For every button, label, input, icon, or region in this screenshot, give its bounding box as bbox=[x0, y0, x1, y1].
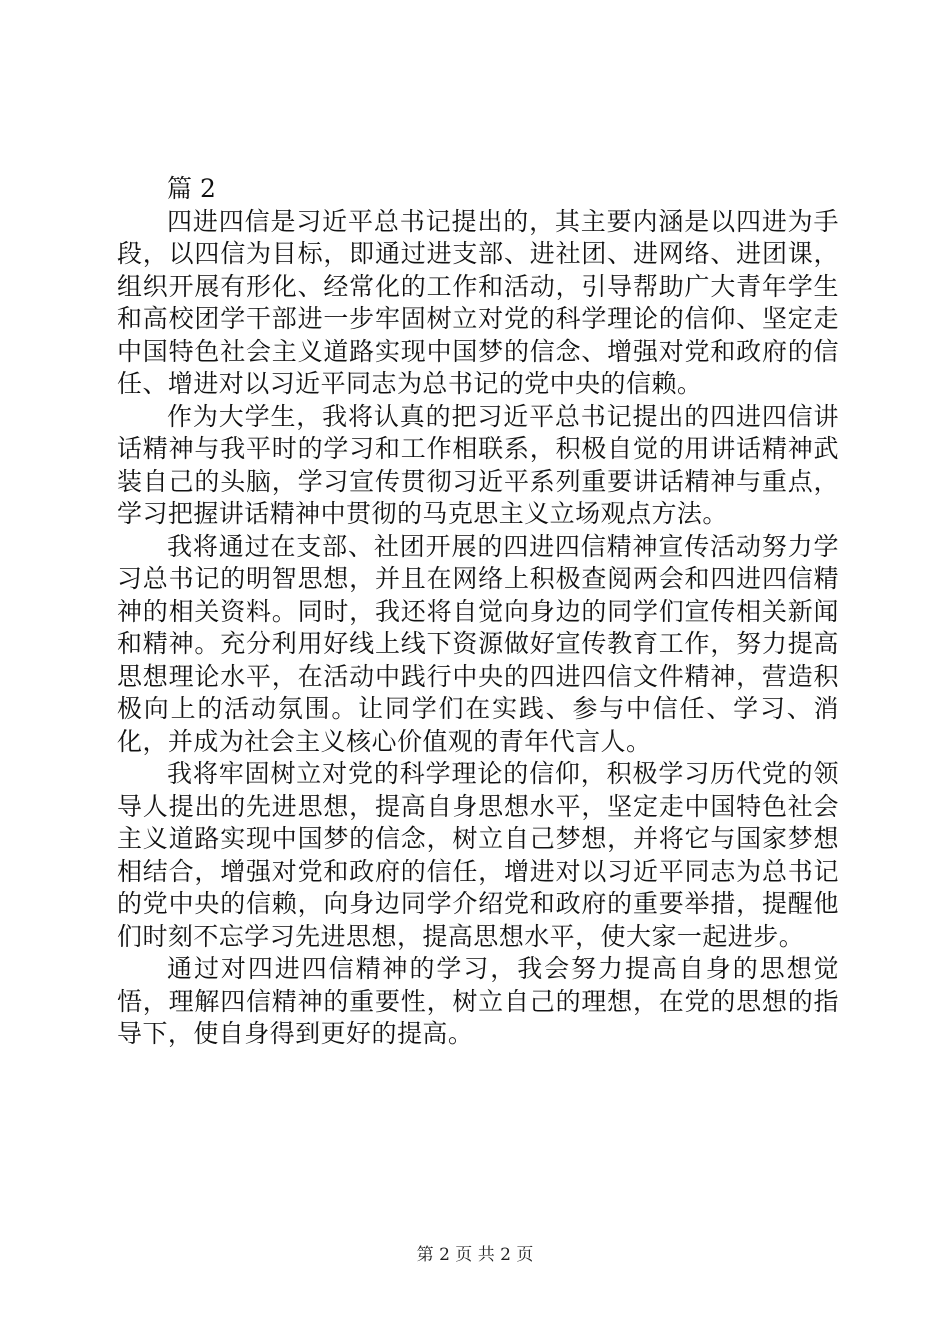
paragraph-1: 四进四信是习近平总书记提出的，其主要内涵是以四进为手段，以四信为目标，即通过进支部、进社团、进网络、进团课，组织开展有形化、经常化的工作和活动，引导帮助广大青年学生和高校团学干部进一步牢固树立对党的科学理论的信仰、坚定走中国特色社会主义道路实现中国梦的信念、增强对党和政府的信任、增进对以习近平同志为总书记的党中央的信赖。 bbox=[117, 206, 839, 398]
paragraph-5: 通过对四进四信精神的学习，我会努力提高自身的思想觉悟，理解四信精神的重要性，树立自己的理想，在党的思想的指导下，使自身得到更好的提高。 bbox=[117, 954, 839, 1048]
page-footer: 第 2 页 共 2 页 bbox=[416, 1245, 534, 1265]
paragraph-4: 我将牢固树立对党的科学理论的信仰，积极学习历代党的领导人提出的先进思想，提高自身思想水平，坚定走中国特色社会主义道路实现中国梦的信念，树立自己梦想，并将它与国家梦想相结合，增强对党和政府的信任，增进对以习近平同志为总书记的党中央的信赖，向身边同学介绍党和政府的重要举措，提醒他们时刻不忘学习先进思想，提高思想水平，使大家一起进步。 bbox=[117, 759, 839, 951]
paragraph-2: 作为大学生，我将认真的把习近平总书记提出的四进四信讲话精神与我平时的学习和工作相联系，积极自觉的用讲话精神武装自己的头脑，学习宣传贯彻习近平系列重要讲话精神与重点，学习把握讲话精神中贯彻的马克思主义立场观点方法。 bbox=[117, 401, 839, 528]
paragraph-3: 我将通过在支部、社团开展的四进四信精神宣传活动努力学习总书记的明智思想，并且在网络上积极查阅两会和四进四信精神的相关资料。同时，我还将自觉向身边的同学们宣传相关新闻和精神。充分利用好线上线下资源做好宣传教育工作，努力提高思想理论水平，在活动中践行中央的四进四信文件精神，营造积极向上的活动氛围。让同学们在实践、参与中信任、学习、消化，并成为社会主义核心价值观的青年代言人。 bbox=[117, 531, 839, 756]
section-heading: 篇 2 bbox=[167, 174, 216, 203]
document-body bbox=[117, 173, 839, 1051]
